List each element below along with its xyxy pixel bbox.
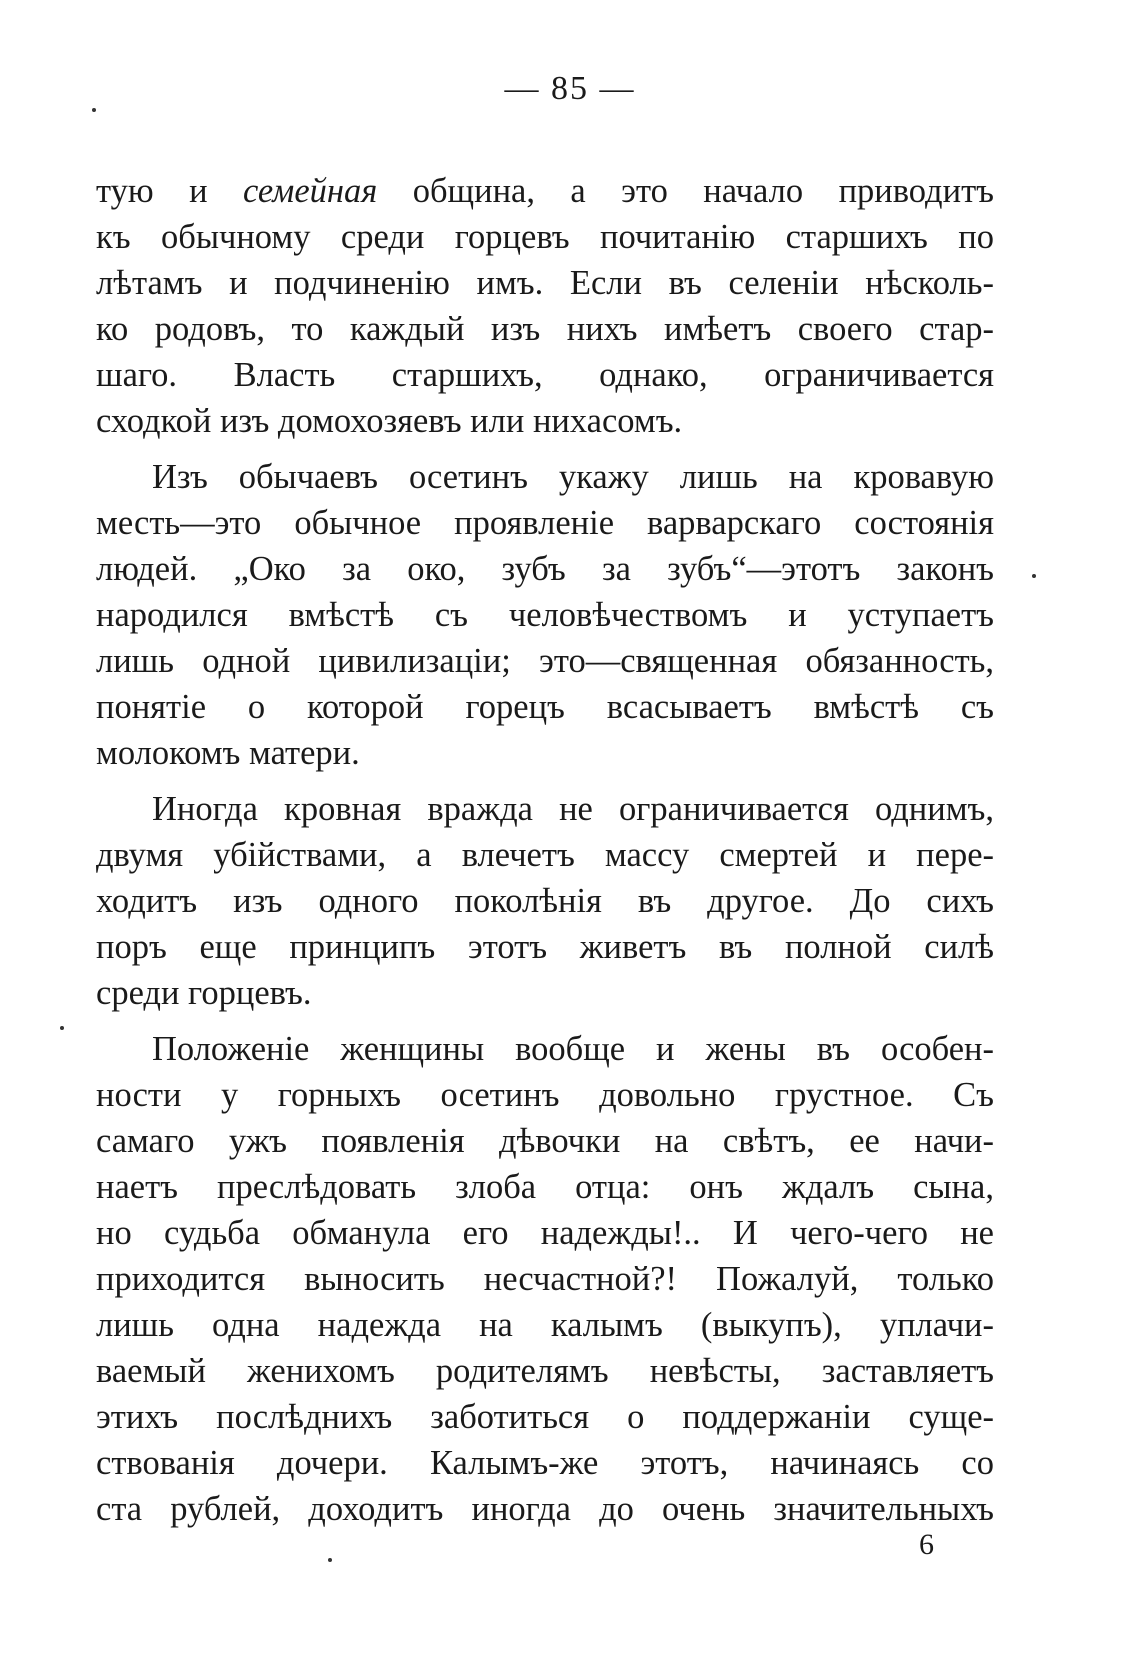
text-line: Положеніе женщины вообще и жены въ особен- (152, 1030, 994, 1068)
text-line: ходитъ изъ одного поколѣнія въ другое. До сихъ (96, 882, 994, 920)
text-line: этихъ послѣднихъ заботиться о поддержаніи суще- (96, 1398, 994, 1436)
text-line: поръ еще принципъ этотъ живетъ въ полной силѣ (96, 928, 994, 966)
text-line: ствованія дочери. Калымъ-же этотъ, начинаясь со (96, 1444, 994, 1482)
text-line (96, 168, 994, 214)
text-line: къ обычному среди горцевъ почитанію старшихъ по (96, 218, 994, 256)
text-line: но судьба обманула его надежды!.. И чего-чего не (96, 1214, 994, 1252)
text-line: ваемый женихомъ родителямъ невѣсты, заставляетъ (96, 1352, 994, 1390)
text-line: ко родовъ, то каждый изъ нихъ имѣетъ своего стар- (96, 310, 994, 348)
scan-speck (92, 108, 96, 112)
body-text (96, 168, 994, 1542)
text-line: Иногда кровная вражда не ограничивается однимъ, (152, 790, 994, 828)
text-line: месть—это обычное проявленіе варварскаго состоянія (96, 504, 994, 542)
signature-mark: 6 (919, 1528, 934, 1561)
text-line: шаго. Власть старшихъ, однако, ограничивается (96, 356, 994, 394)
scan-speck (60, 1026, 64, 1030)
text-line: лѣтамъ и подчиненію имъ. Если въ селеніи нѣсколь- (96, 264, 994, 302)
text-line: лишь одна надежда на калымъ (выкупъ), уплачи- (96, 1306, 994, 1344)
text-segment: община, а это начало приводитъ (377, 172, 994, 210)
text-line: молокомъ матери. (96, 734, 360, 772)
text-line: людей. „Око за око, зубъ за зубъ“—этотъ законъ (96, 550, 994, 588)
text-line: самаго ужъ появленія дѣвочки на свѣтъ, ее начи- (96, 1122, 994, 1160)
text-segment: тую и (96, 172, 243, 210)
text-line: приходится выносить несчастной?! Пожалуй, только (96, 1260, 994, 1298)
scan-speck (328, 1558, 332, 1562)
paragraph-1 (96, 168, 994, 444)
text-line: народился вмѣстѣ съ человѣчествомъ и уступаетъ (96, 596, 994, 634)
paragraph-3 (96, 786, 994, 1016)
text-line: понятіе о которой горецъ всасываетъ вмѣстѣ съ (96, 688, 994, 726)
text-line: ности у горныхъ осетинъ довольно грустное. Съ (96, 1076, 994, 1114)
text-line: среди горцевъ. (96, 974, 312, 1012)
paragraph-2 (96, 454, 994, 776)
text-line: наетъ преслѣдовать злоба отца: онъ ждалъ сына, (96, 1168, 994, 1206)
text-line: лишь одной цивилизаціи; это—священная обязанность, (96, 642, 994, 680)
text-line: Изъ обычаевъ осетинъ укажу лишь на кровавую (152, 458, 994, 496)
emphasis-text: семейная (243, 172, 378, 210)
text-line: сходкой изъ домохозяевъ или нихасомъ. (96, 402, 683, 440)
paragraph-4 (96, 1026, 994, 1532)
text-line: двумя убійствами, а влечетъ массу смертей и пере- (96, 836, 994, 874)
scan-speck (1032, 574, 1036, 578)
page-number: — 85 — (504, 70, 636, 107)
text-line: ста рублей, доходитъ иногда до очень значительныхъ (96, 1490, 994, 1528)
